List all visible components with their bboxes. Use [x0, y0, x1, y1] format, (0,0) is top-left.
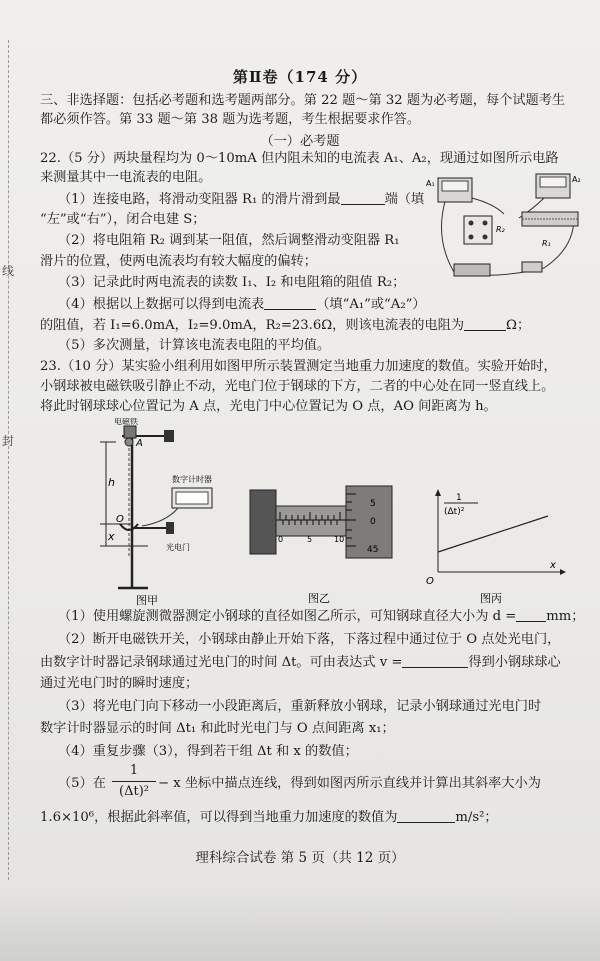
label-point-o: O	[116, 514, 124, 525]
q23-blank-1[interactable]	[516, 607, 546, 622]
label-a2: A₂	[572, 175, 581, 184]
q23-step-5-unit: m/s²；	[455, 810, 498, 825]
q22-blank-2[interactable]	[264, 295, 316, 310]
q23-step-1-unit: mm；	[546, 609, 585, 624]
figure-jia	[86, 418, 226, 606]
micrometer-anvil	[250, 490, 276, 554]
thimble-label-45: 45	[367, 545, 379, 555]
label-magnet: 电磁铁	[114, 418, 138, 426]
thimble-label-0: 0	[370, 517, 376, 527]
q23-step-3-cont: 数字计时器显示的时间 Δt₁ 和此时光电门与 O 点间距离 x₁；	[40, 721, 395, 736]
q22-step-4-cont	[40, 316, 530, 335]
q22-step-2-cont: 滑片的位置，使两电流表均有较大幅度的偏转；	[40, 254, 317, 269]
q23-blank-3[interactable]	[397, 808, 455, 823]
q22-step-1-text: （1）连接电路，将滑动变阻器 R₁ 的滑片滑到最	[58, 192, 341, 207]
knob	[469, 221, 474, 226]
electromagnet	[124, 426, 136, 438]
q23-step-5-text: − x 坐标中描点连线，得到如图丙所示直线并计算出其斜率大小为	[158, 776, 541, 791]
q23-stem-3: 将此时钢球球心位置记为 A 点，光电门中心位置记为 O 点，AO 间距离为 h。	[40, 399, 497, 414]
binding-line	[8, 40, 10, 880]
switch-s	[522, 262, 542, 272]
knob	[483, 235, 488, 240]
y-label-den: (Δt)²	[444, 507, 465, 517]
knob	[469, 235, 474, 240]
q23-step-5-cont-text: 1.6×10⁶，根据此斜率值，可以得到当地重力加速度的数值为	[40, 810, 398, 825]
figure-bing	[420, 486, 570, 606]
q23-stem-1: 23.（10 分）某实验小组利用如图甲所示装置测定当地重力加速度的数值。实验开始时，	[40, 359, 557, 374]
q23-stem-2: 小钢球被电磁铁吸引静止不动，光电门位于钢球的下方，二者的中心处在同一竖直线上。	[40, 379, 555, 394]
label-timer: 数字计时器	[172, 475, 212, 484]
q22-stem-1: 22.（5 分）两块量程均为 0～10mA 但内阻未知的电流表 A₁、A₂，现通过如图所示电路	[40, 151, 559, 166]
q22-blank-1[interactable]	[341, 190, 385, 205]
q22-step-1-tail: 端（填	[384, 192, 425, 207]
margin-char-feng: 封	[2, 434, 15, 448]
q22-step-4-text: （4）根据以上数据可以得到电流表	[58, 297, 265, 312]
q23-step-2-cont	[40, 653, 561, 672]
label-a1: A₁	[426, 179, 435, 188]
q22-step-5: （5）多次测量，计算该电流表电阻的平均值。	[58, 338, 331, 353]
scan-shadow	[0, 890, 600, 961]
fraction-bar	[112, 781, 156, 782]
q23-step-2-tail: 得到小钢球球心	[468, 655, 561, 670]
page-footer: 理科综合试卷 第 5 页（共 12 页）	[195, 850, 405, 866]
q22-step-1	[58, 190, 424, 209]
ammeter-a2-dial	[540, 177, 566, 187]
q23-step-5-lead: （5）在	[58, 776, 106, 791]
label-origin: O	[426, 576, 434, 587]
lower-clamp-knob	[166, 522, 174, 534]
margin-char-xian: 线	[2, 264, 15, 278]
q23-step-1	[58, 607, 584, 626]
circuit-figure	[424, 168, 586, 286]
fraction-numerator: 1	[129, 763, 139, 778]
thimble-label-5: 5	[370, 499, 376, 509]
q23-step-1-text: （1）使用螺旋测微器测定小钢球的直径如图乙所示，可知钢球直径大小为 d =	[58, 609, 517, 624]
battery	[454, 264, 490, 276]
q22-step-4-cont-text: 的阻值，若 I₁=6.0mA，I₂=9.0mA，R₂=23.6Ω，则该电流表的电阻为	[40, 318, 465, 333]
label-h: h	[108, 476, 115, 489]
caption-yi: 图乙	[308, 592, 330, 605]
sleeve-label-10: 10	[334, 535, 345, 544]
resistance-box	[464, 216, 492, 244]
ammeter-a1-dial	[442, 181, 468, 191]
caption-bing: 图丙	[480, 592, 502, 605]
q22-blank-3[interactable]	[464, 316, 506, 331]
q22-unit-ohm: Ω；	[506, 318, 531, 333]
micrometer-sleeve	[276, 506, 346, 536]
intro-line-1: 三、非选择题：包括必考题和选考题两部分。第 22 题～第 32 题为必考题，每个试题考生	[40, 93, 566, 108]
q22-step-4	[58, 295, 426, 314]
label-x-axis: x	[550, 560, 556, 571]
label-gate: 光电门	[166, 543, 190, 552]
label-x: x	[108, 530, 115, 543]
label-point-a: A	[136, 438, 143, 449]
intro-line-2: 都必须作答。第 33 题～第 38 题为选考题，考生根据要求作答。	[40, 112, 421, 127]
clamp-knob	[164, 430, 174, 442]
label-r1: R₁	[542, 239, 551, 248]
section-title: 第Ⅱ卷（174 分）	[232, 68, 368, 86]
q23-step-2: （2）断开电磁铁开关，小钢球由静止开始下落，下落过程中通过位于 O 点处光电门，	[58, 632, 561, 647]
q23-blank-2[interactable]	[402, 653, 468, 668]
timer-display	[176, 492, 208, 504]
q22-step-3: （3）记录此时两电流表的读数 I₁、I₂ 和电阻箱的阻值 R₂；	[58, 275, 406, 290]
q22-step-4-tail: （填“A₁”或“A₂”）	[316, 297, 426, 312]
plot-line	[438, 516, 548, 552]
q23-step-2-end: 通过光电门时的瞬时速度；	[40, 676, 199, 691]
y-label-num: 1	[456, 493, 462, 503]
q22-step-1-cont: “左”或“右”），闭合电建 S；	[40, 212, 206, 227]
x-axis-arrow	[560, 569, 566, 575]
q23-step-5-cont	[40, 808, 498, 827]
label-r2: R₂	[496, 225, 505, 234]
caption-jia: 图甲	[136, 594, 158, 606]
figure-yi	[240, 480, 410, 606]
q23-step-4: （4）重复步骤（3），得到若干组 Δt 和 x 的数值；	[58, 744, 358, 759]
fraction-denominator: (Δt)²	[119, 784, 149, 799]
q23-step-2-text: 由数字计时器记录钢球通过光电门的时间 Δt。可由表达式 v =	[40, 655, 403, 670]
q23-step-3: （3）将光电门向下移动一小段距离后，重新释放小钢球，记录小钢球通过光电门时	[58, 699, 542, 714]
q22-step-2: （2）将电阻箱 R₂ 调到某一阻值，然后调整滑动变阻器 R₁	[58, 233, 400, 248]
sleeve-label-5: 5	[307, 535, 313, 544]
knob	[483, 221, 488, 226]
q22-stem-2: 来测量其中一电流表的电阻。	[40, 170, 212, 185]
sub-heading: （一）必考题	[260, 134, 340, 149]
steel-ball	[125, 438, 133, 446]
sleeve-label-0: 0	[278, 535, 284, 544]
y-axis-arrow	[435, 489, 441, 496]
